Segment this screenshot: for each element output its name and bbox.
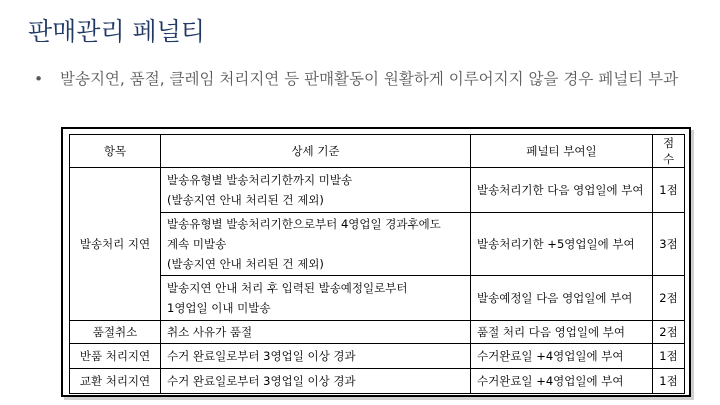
criteria-cell (161, 276, 471, 321)
category-cell: 반품 처리지연 (70, 344, 161, 369)
table-header-row (70, 135, 685, 168)
criteria-line: 계속 미발송 (167, 237, 227, 251)
page-title: 판매관리 페널티 (28, 17, 205, 46)
header-category: 항목 (70, 135, 161, 168)
table-row (70, 213, 685, 276)
score-cell: 2점 (653, 276, 685, 321)
penalty-date-cell: 발송처리기한 +5영업일에 부여 (471, 213, 653, 276)
header-score: 점수 (653, 135, 685, 168)
header-criteria: 상세 기준 (161, 135, 471, 168)
table-row (70, 369, 685, 394)
category-cell: 교환 처리지연 (70, 369, 161, 394)
criteria-line: (발송지연 안내 처리된 건 제외) (167, 193, 324, 207)
header-penalty-date: 페널티 부여일 (471, 135, 653, 168)
score-cell: 1점 (653, 344, 685, 369)
criteria-cell (161, 168, 471, 213)
criteria-cell: 수거 완료일로부터 3영업일 이상 경과 (161, 344, 471, 369)
bullet-dot-icon: • (34, 70, 44, 88)
criteria-cell: 취소 사유가 품절 (161, 321, 471, 344)
table-row (70, 344, 685, 369)
penalty-date-cell: 품절 처리 다음 영업일에 부여 (471, 321, 653, 344)
score-cell: 3점 (653, 213, 685, 276)
penalty-date-cell: 수거완료일 +4영업일에 부여 (471, 369, 653, 394)
penalty-date-cell: 발송예정일 다음 영업일에 부여 (471, 276, 653, 321)
criteria-line: 발송지연 안내 처리 후 입력된 발송예정일로부터 (167, 281, 408, 295)
criteria-line: (발송지연 안내 처리된 건 제외) (167, 257, 324, 271)
table-row (70, 321, 685, 344)
score-cell: 1점 (653, 369, 685, 394)
score-cell: 2점 (653, 321, 685, 344)
penalty-table-frame (61, 127, 691, 397)
bullet-item (34, 66, 704, 92)
penalty-table (69, 134, 685, 394)
penalty-date-cell: 발송처리기한 다음 영업일에 부여 (471, 168, 653, 213)
penalty-date-cell: 수거완료일 +4영업일에 부여 (471, 344, 653, 369)
criteria-line: 발송유형별 발송처리기한으로부터 4영업일 경과후에도 (167, 217, 441, 231)
category-cell: 품절취소 (70, 321, 161, 344)
criteria-line: 1영업일 이내 미발송 (167, 301, 271, 315)
bullet-text: 발송지연, 품절, 클레임 처리지연 등 판매활동이 원활하게 이루어지지 않을 경우 페널티 부과 (60, 70, 679, 88)
table-row (70, 276, 685, 321)
score-cell: 1점 (653, 168, 685, 213)
category-cell: 발송처리 지연 (70, 168, 161, 321)
criteria-cell: 수거 완료일로부터 3영업일 이상 경과 (161, 369, 471, 394)
table-row (70, 168, 685, 213)
criteria-cell (161, 213, 471, 276)
criteria-line: 발송유형별 발송처리기한까지 미발송 (167, 173, 353, 187)
